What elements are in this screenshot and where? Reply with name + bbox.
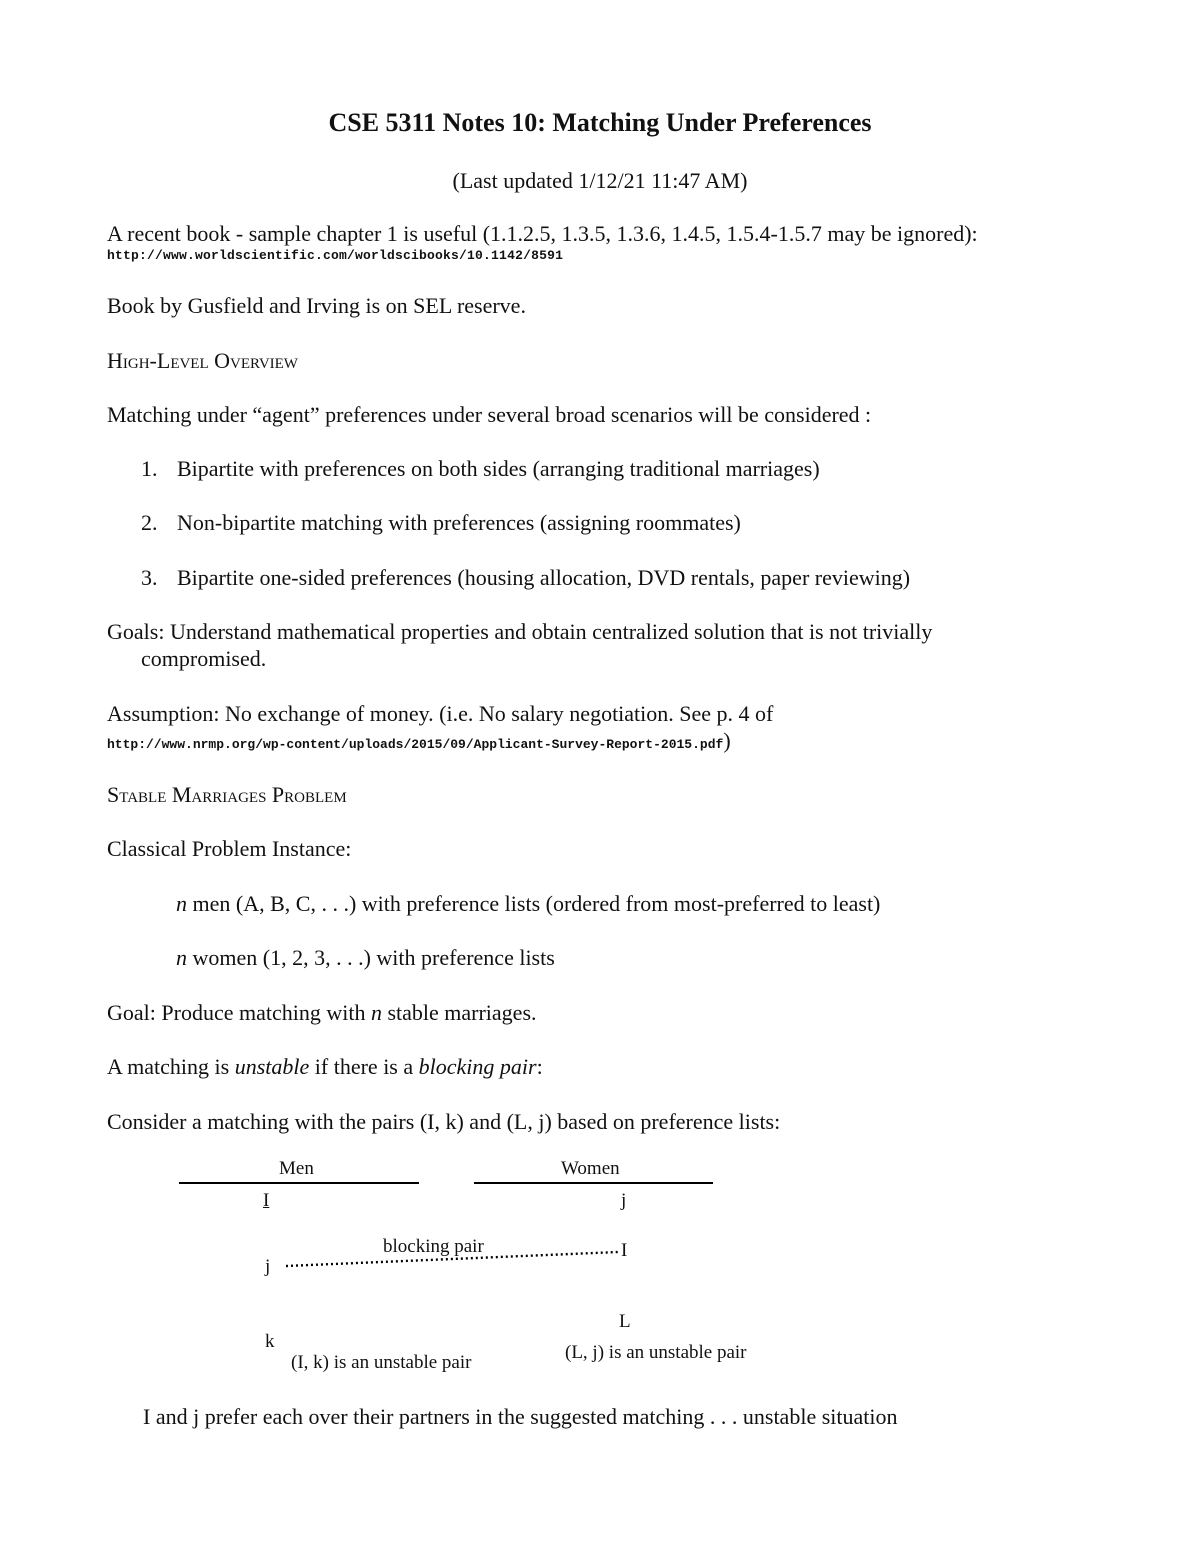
assumption-url-link[interactable]: http://www.nrmp.org/wp-content/uploads/2015/09/Applicant-Survey-Report-2015.pdf: [107, 737, 724, 752]
goals-line: Goals: Understand mathematical properties and obtain centralized solution that is not trivially: [107, 619, 933, 644]
men-count-var: n: [176, 891, 187, 916]
women-count-var: n: [176, 945, 187, 970]
assumption-line: Assumption: No exchange of money. (i.e. No salary negotiation. See p. 4 of: [107, 701, 774, 726]
overview-heading: High-Level Overview: [107, 348, 298, 373]
blocking-pair-term: blocking pair: [418, 1054, 537, 1079]
consider-line: Consider a matching with the pairs (I, k) and (L, j) based on preference lists:: [107, 1109, 781, 1134]
men-text: men (A, B, C, . . .) with preference lists (ordered from most-preferred to least): [187, 891, 881, 916]
unstable-post: :: [536, 1054, 543, 1079]
women-list-head-entry: j: [621, 1190, 627, 1211]
list-item-number: 2.: [141, 510, 158, 535]
reserve-line: Book by Gusfield and Irving is on SEL reserve.: [107, 293, 526, 318]
women-pref-entry-l: L: [619, 1311, 631, 1332]
goal-var: n: [370, 1000, 382, 1025]
goal-post: stable marriages.: [381, 1000, 537, 1025]
men-pref-entry-j: j: [265, 1256, 271, 1277]
goals-line-continued: compromised.: [141, 646, 267, 671]
list-item-number: 1.: [141, 456, 158, 481]
list-item-text: Non-bipartite matching with preferences (assigning roommates): [177, 510, 741, 535]
list-item-number: 3.: [141, 565, 158, 590]
assumption-close-paren: ): [723, 728, 731, 753]
list-item-text: Bipartite with preferences on both sides (arranging traditional marriages): [177, 456, 820, 481]
men-header: Men: [279, 1158, 314, 1179]
book-line: A recent book - sample chapter 1 is useful (1.1.2.5, 1.3.5, 1.3.6, 1.4.5, 1.5.4-1.5.7 may be ignored):: [107, 221, 978, 246]
men-pref-entry-k: k: [265, 1331, 275, 1352]
stable-heading: Stable Marriages Problem: [107, 782, 347, 807]
unstable-mid: if there is a: [309, 1054, 419, 1079]
last-updated: (Last updated 1/12/21 11:47 AM): [452, 168, 748, 193]
blocking-pair-label: blocking pair: [383, 1236, 484, 1257]
women-header: Women: [561, 1158, 620, 1179]
list-item-text: Bipartite one-sided preferences (housing allocation, DVD rentals, paper reviewing): [177, 565, 911, 590]
unstable-pair-left-note: (I, k) is an unstable pair: [291, 1352, 472, 1373]
women-text: women (1, 2, 3, . . .) with preference lists: [187, 945, 555, 970]
goal-pre: Goal: Produce matching with: [107, 1000, 371, 1025]
instance-label: Classical Problem Instance:: [107, 836, 352, 861]
unstable-pair-right-note: (L, j) is an unstable pair: [565, 1342, 747, 1363]
unstable-pre: A matching is: [107, 1054, 235, 1079]
women-pref-entry-i: I: [621, 1240, 628, 1261]
conclusion-line: I and j prefer each over their partners in the suggested matching . . . unstable situation: [143, 1404, 898, 1429]
book-url-link[interactable]: http://www.worldscientific.com/worldscibooks/10.1142/8591: [107, 248, 564, 263]
overview-lead: Matching under “agent” preferences under several broad scenarios will be considered :: [107, 402, 872, 427]
men-list-head-entry: I: [263, 1190, 270, 1211]
page-title: CSE 5311 Notes 10: Matching Under Preferences: [328, 108, 872, 137]
unstable-term: unstable: [234, 1054, 310, 1079]
